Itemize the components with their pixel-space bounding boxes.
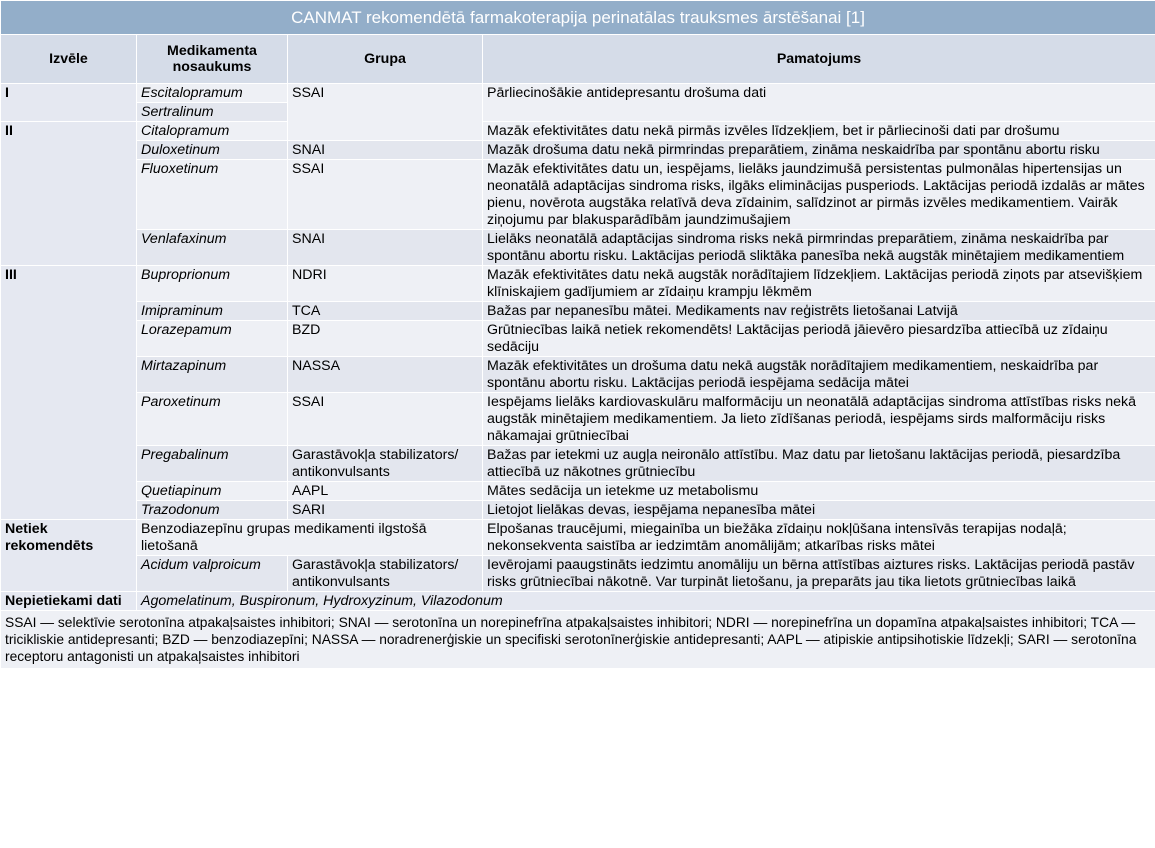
footnote-row	[1, 611, 1155, 669]
table-title: CANMAT rekomendētā farmakoterapija perinatālas trauksmes ārstēšanai [1]	[1, 1, 1155, 35]
medication-name: Pregabalinum	[137, 446, 288, 482]
table-row	[1, 302, 1155, 321]
medication-group: SSAI	[288, 393, 483, 446]
medication-group: NDRI	[288, 266, 483, 302]
header-group: Grupa	[288, 35, 483, 84]
medication-group: SARI	[288, 501, 483, 520]
medication-group: SNAI	[288, 141, 483, 160]
medication-group: TCA	[288, 302, 483, 321]
rationale: Grūtniecības laikā netiek rekomendēts! Laktācijas periodā jāievēro piesardzība attiecībā uz zīdaiņu sedāciju	[483, 321, 1155, 357]
table-row	[1, 84, 1155, 103]
medication-name: Quetiapinum	[137, 482, 288, 501]
rationale: Lielāks neonatālā adaptācijas sindroma risks nekā pirmrindas preparātiem, zināma neskaidrība par spontānu abortu risku. Laktācijas periodā sliktāka panesība nekā augstāk minētajiem medikamentiem	[483, 230, 1155, 266]
table-row	[1, 230, 1155, 266]
tier-second: II	[1, 122, 137, 266]
needs-data-medications: Agomelatinum, Buspironum, Hydroxyzinum, Vilazodonum	[137, 592, 1155, 611]
table-row	[1, 446, 1155, 482]
rationale: Mazāk efektivitātes datu nekā pirmās izvēles līdzekļiem, bet ir pārliecinoši dati par drošumu	[483, 122, 1155, 141]
medication-name: Imipraminum	[137, 302, 288, 321]
table-row	[1, 592, 1155, 611]
table-row	[1, 141, 1155, 160]
medication-group: SSAI	[288, 84, 483, 141]
medication-group: Garastāvokļa stabilizators/ antikonvulsants	[288, 556, 483, 592]
rationale: Pārliecinošākie antidepresantu drošuma dati	[483, 84, 1155, 122]
medication-group: SSAI	[288, 160, 483, 230]
table-row	[1, 357, 1155, 393]
table-row	[1, 482, 1155, 501]
rationale: Mazāk efektivitātes datu un, iespējams, lielāks jaundzimušā persistentas pulmonālas hipertensijas un neonatālā adaptācijas sindroma risks, ilgāks eliminācijas pusperiods. Laktācijas periodā izdalās ar mātes pienu, novērota augstāka relatīvā deva zīdainim, salīdzinot ar pirmās izvēles medikamentiem. Vairāk ziņojumu par blakusparādībām jaundzimušajiem	[483, 160, 1155, 230]
medication-name: Duloxetinum	[137, 141, 288, 160]
medication-name: Mirtazapinum	[137, 357, 288, 393]
tier-third: III	[1, 266, 137, 520]
medication-group: BZD	[288, 321, 483, 357]
table-row	[1, 556, 1155, 592]
table-row	[1, 160, 1155, 230]
rationale: Mazāk efektivitātes un drošuma datu nekā augstāk norādītajiem medikamentiem, neskaidrība par spontānu abortu risku. Laktācijas periodā iespējama sedācija mātei	[483, 357, 1155, 393]
table-row	[1, 122, 1155, 141]
medication-name: Lorazepamum	[137, 321, 288, 357]
medication-name: Escitalopramum	[137, 84, 288, 103]
table-row	[1, 266, 1155, 302]
table-row	[1, 321, 1155, 357]
tier-not-recommended: Netiek rekomendēts	[1, 520, 137, 592]
medication-group: Garastāvokļa stabilizators/ antikonvulsants	[288, 446, 483, 482]
medication-name: Paroxetinum	[137, 393, 288, 446]
rationale: Mazāk drošuma datu nekā pirmrindas preparātiem, zināma neskaidrība par spontānu abortu risku	[483, 141, 1155, 160]
abbreviations-footnote: SSAI — selektīvie serotonīna atpakaļsaistes inhibitori; SNAI — serotonīna un norepinefrīna atpakaļsaistes inhibitori; NDRI — norepinefrīna un dopamīna atpakaļsaistes inhibitori; TCA — tricikliskie antidepresanti; BZD — benzodiazepīni; NASSA — noradrenerģiskie un specifiski serotonīnerģiskie antidepresanti; AAPL — atipiskie antipsihotiskie līdzekļi; SARI — serotonīna receptoru antagonisti un atpakaļsaistes inhibitori	[1, 611, 1155, 669]
medication-name: Citalopramum	[137, 122, 288, 141]
medication-name: Acidum valproicum	[137, 556, 288, 592]
rationale: Mātes sedācija un ietekme uz metabolismu	[483, 482, 1155, 501]
rationale: Elpošanas traucējumi, miegainība un biežāka zīdaiņu nokļūšana intensīvās terapijas nodaļā; nekonsekventa saistība ar iedzimtām anomālijām; atkarības risks mātei	[483, 520, 1155, 556]
table-row	[1, 520, 1155, 556]
table-row	[1, 393, 1155, 446]
tier-first: I	[1, 84, 137, 122]
rationale: Bažas par ietekmi uz augļa neironālo attīstību. Maz datu par lietošanu laktācijas periodā, piesardzība attiecībā uz nākotnes grūtniecību	[483, 446, 1155, 482]
rationale: Bažas par nepanesību mātei. Medikaments nav reģistrēts lietošanai Latvijā	[483, 302, 1155, 321]
medication-name: Sertralinum	[137, 103, 288, 122]
rationale: Mazāk efektivitātes datu nekā augstāk norādītajiem līdzekļiem. Laktācijas periodā ziņots par atsevišķiem klīniskajiem gadījumiem ar zīdaiņu krampju lēkmēm	[483, 266, 1155, 302]
tier-needs-data: Nepietiekami dati	[1, 592, 137, 611]
medication-name: Benzodiazepīnu grupas medikamenti ilgstošā lietošanā	[137, 520, 483, 556]
medication-group: SNAI	[288, 230, 483, 266]
header-medication-name: Medikamenta nosaukums	[137, 35, 288, 84]
rationale: Iespējams lielāks kardiovaskulāru malformāciju un neonatālā adaptācijas sindroma attīstības risks nekā augstāk minētajiem medikamentiem. Ja lieto zīdīšanas periodā, iespējams sirds malformāciju risks nākamajai grūtniecībai	[483, 393, 1155, 446]
medication-name: Venlafaxinum	[137, 230, 288, 266]
medication-name: Fluoxetinum	[137, 160, 288, 230]
rationale: Ievērojami paaugstināts iedzimtu anomāliju un bērna attīstības aiztures risks. Laktācijas periodā pastāv risks grūtniecībai nākotnē. Var turpināt lietošanu, ja preparāts jau tika lietots grūtniecības laikā	[483, 556, 1155, 592]
medication-group: NASSA	[288, 357, 483, 393]
header-row	[1, 35, 1155, 84]
rationale: Lietojot lielākas devas, iespējama nepanesība mātei	[483, 501, 1155, 520]
header-rationale: Pamatojums	[483, 35, 1155, 84]
header-choice: Izvēle	[1, 35, 137, 84]
medication-name: Trazodonum	[137, 501, 288, 520]
medication-group: AAPL	[288, 482, 483, 501]
medication-name: Buproprionum	[137, 266, 288, 302]
table-row	[1, 501, 1155, 520]
